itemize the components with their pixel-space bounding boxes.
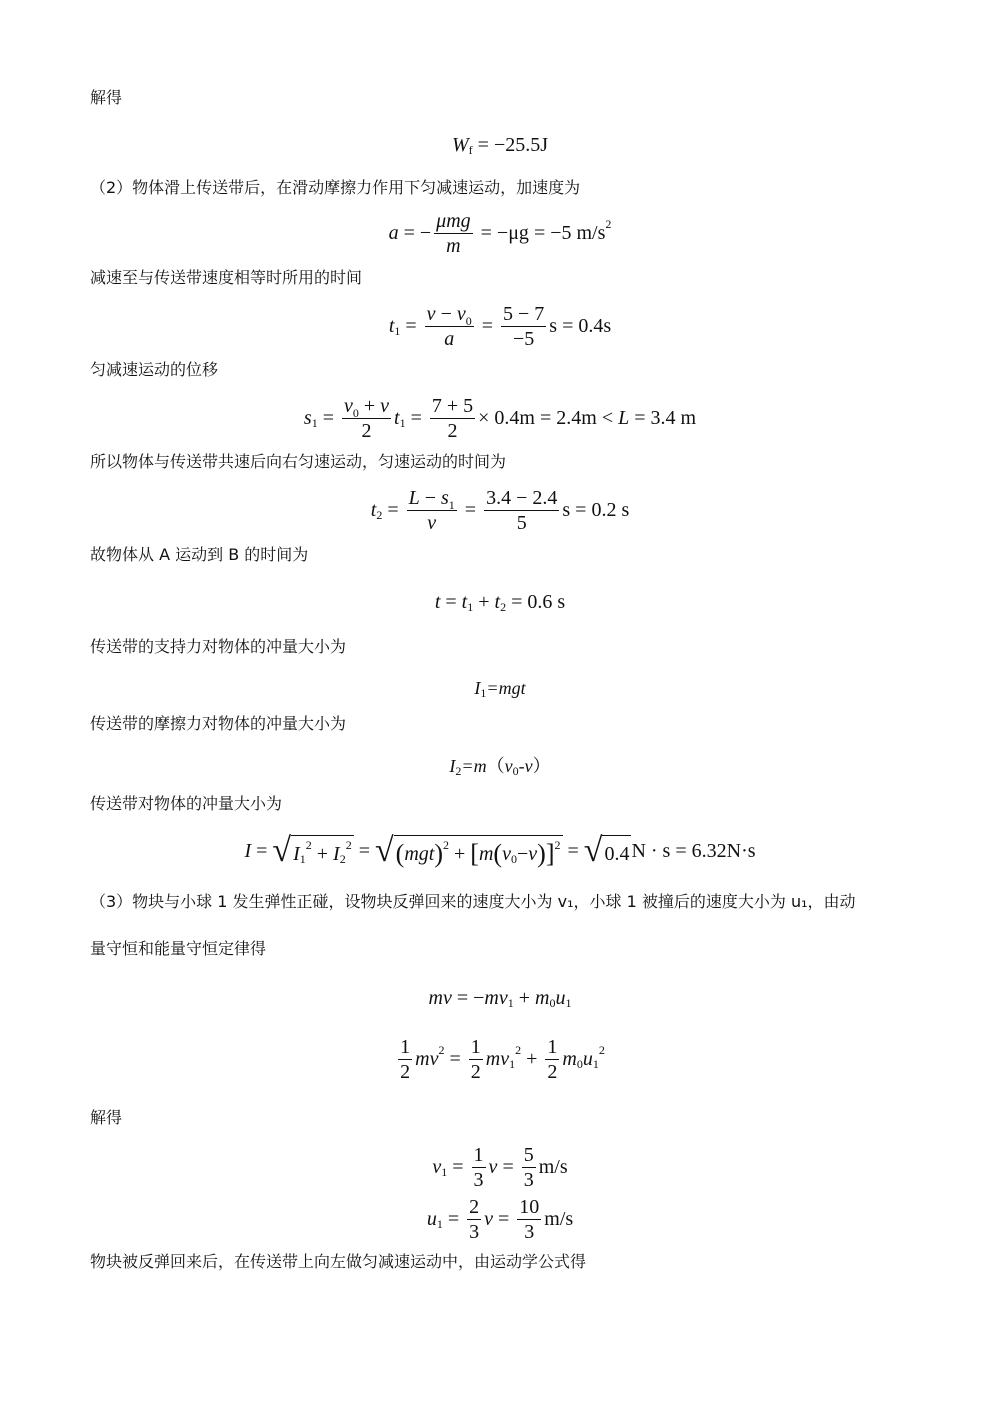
equation-u1-solution: u 1 = $\frac{2}{3}$ v = $\frac{10}{3}$ m/s bbox=[426, 1195, 574, 1243]
equation-decel-time: t 1 = $\frac{v - v_0}{a}$ = $\frac{5 - 7}{-5}$ s = 0.4s bbox=[388, 302, 612, 350]
equation-uniform-time: t 2 = $\frac{L - s_1}{v}$ = $\frac{3.4 - 2.4}{5}$ s = 0.2 s bbox=[370, 486, 630, 534]
equation-momentum: mv = − mv 1 + m 0 u 1 bbox=[428, 987, 572, 1010]
equation-total-time: t = t 1 + t 2 = 0.6 s bbox=[434, 591, 566, 614]
text-part2-intro: （2）物体滑上传送带后，在滑动摩擦力作用下匀减速运动，加速度为 bbox=[90, 178, 581, 197]
equation-friction-impulse: I 2 =m （ v 0 - v ） bbox=[449, 756, 551, 778]
text-friction-impulse: 传送带的摩擦力对物体的冲量大小为 bbox=[90, 714, 347, 733]
equation-support-impulse: I 1 =mgt bbox=[474, 678, 526, 700]
text-support-impulse: 传送带的支持力对物体的冲量大小为 bbox=[90, 637, 347, 656]
equation-v1-solution: v 1 = $\frac{1}{3}$ v = $\frac{5}{3}$ m/s bbox=[432, 1143, 568, 1191]
text-decel-time: 减速至与传送带速度相等时所用的时间 bbox=[90, 268, 363, 287]
text-decel-displacement: 匀减速运动的位移 bbox=[90, 360, 219, 379]
equation-total-impulse: I = √ I 1 2 + I 2 2 = √ ( mgt ) 2 + [ m ( v 0 − v ) ] 2 = √ 0.4 N · s = 6.32N·s bbox=[244, 832, 756, 869]
text-jiede-2: 解得 bbox=[90, 1108, 123, 1127]
text-part3-intro: （3）物块与小球 1 发生弹性正碰，设物块反弹回来的速度大小为 v₁，小球 1 被撞后的速度大小为 u₁，由动 bbox=[90, 892, 856, 911]
text-total-time: 故物体从 A 运动到 B 的时间为 bbox=[90, 545, 309, 564]
equation-decel-displacement: s 1 = $\frac{v_0 + v}{2}$ t 1 = $\frac{7 + 5}{2}$ × 0.4m = 2.4m < L = 3.4 m bbox=[303, 394, 697, 442]
text-uniform-motion: 所以物体与传送带共速后向右匀速运动，匀速运动的时间为 bbox=[90, 452, 507, 471]
text-rebound: 物块被反弹回来后，在传送带上向左做匀减速运动中，由运动学公式得 bbox=[90, 1252, 587, 1271]
text-total-impulse: 传送带对物体的冲量大小为 bbox=[90, 794, 283, 813]
text-conservation: 量守恒和能量守恒定律得 bbox=[90, 939, 267, 958]
equation-energy: $\frac{1}{2}$ mv 2 = $\frac{1}{2}$ mv 1 2 + $\frac{1}{2}$ m 0 u 1 2 bbox=[400, 1035, 605, 1083]
text-jiede-1: 解得 bbox=[90, 88, 123, 107]
equation-acceleration: a = − $\frac{\text{μmg}}{m}$ = −μg = −5 m/s 2 bbox=[388, 209, 612, 257]
equation-work-friction: W f = −25.5J bbox=[451, 134, 548, 157]
